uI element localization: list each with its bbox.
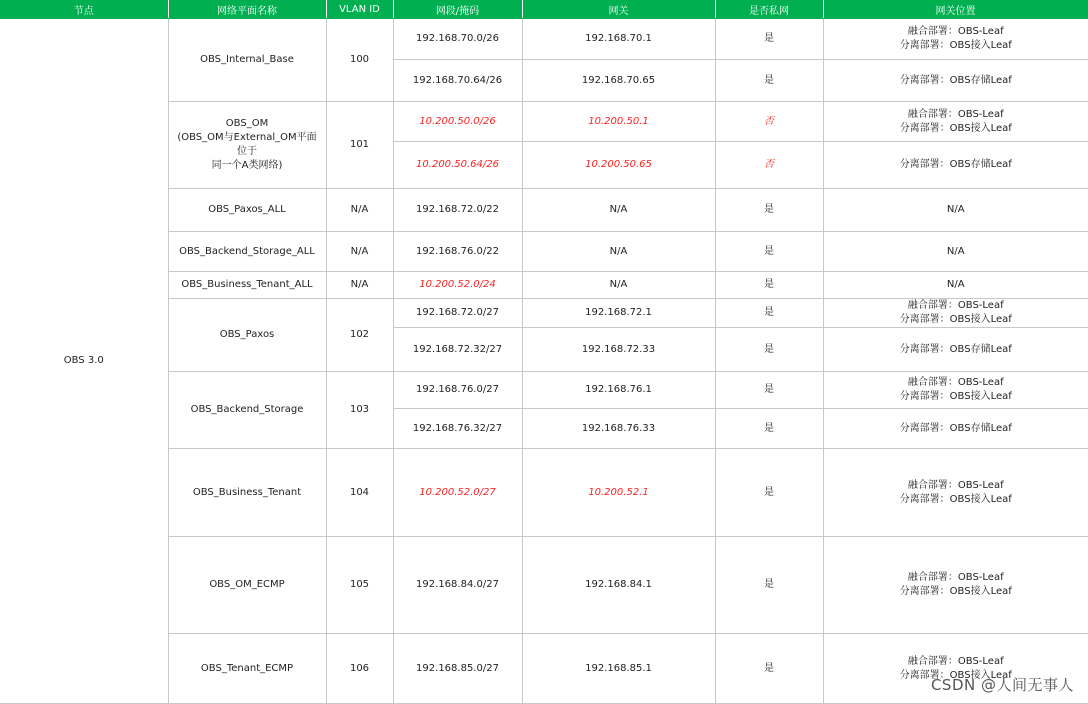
gateway-location-cell xyxy=(823,60,1088,102)
private-cell: 是 xyxy=(715,409,823,449)
plane-name-cell xyxy=(168,272,326,299)
gateway-cell: 192.168.72.1 xyxy=(522,299,715,328)
private-cell: 是 xyxy=(715,19,823,60)
header-node: 节点 xyxy=(0,0,168,19)
segment-cell: 192.168.70.0/26 xyxy=(393,19,522,60)
segment-cell: 192.168.76.0/22 xyxy=(393,232,522,272)
gateway-location-line: 融合部署：OBS-Leaf xyxy=(907,377,1004,388)
private-cell: 是 xyxy=(715,449,823,537)
gateway-location-cell xyxy=(823,142,1088,189)
vlan-cell: 106 xyxy=(326,634,393,704)
gateway-location-cell xyxy=(823,449,1088,537)
private-cell: 是 xyxy=(715,232,823,272)
gateway-cell: 192.168.76.33 xyxy=(522,409,715,449)
segment-cell: 192.168.76.32/27 xyxy=(393,409,522,449)
vlan-cell: N/A xyxy=(326,189,393,232)
gateway-location-line: 分离部署：OBS接入Leaf xyxy=(899,391,1012,402)
gateway-location-line: N/A xyxy=(946,245,965,257)
vlan-cell: 103 xyxy=(326,372,393,449)
gateway-location-line: 分离部署：OBS接入Leaf xyxy=(899,493,1012,505)
private-cell: 是 xyxy=(715,299,823,328)
segment-cell: 10.200.50.0/26 xyxy=(393,102,522,142)
gateway-cell: N/A xyxy=(522,189,715,232)
gateway-location-cell xyxy=(823,372,1088,409)
header-plane-name: 网络平面名称 xyxy=(168,0,326,19)
private-cell: 否 xyxy=(715,102,823,142)
vlan-cell: 104 xyxy=(326,449,393,537)
segment-cell: 192.168.85.0/27 xyxy=(393,634,522,704)
vlan-cell: N/A xyxy=(326,272,393,299)
segment-cell: 192.168.84.0/27 xyxy=(393,537,522,634)
gateway-location-line: 分离部署：OBS接入Leaf xyxy=(899,122,1012,134)
plane-name-line: OBS_Business_Tenant_ALL xyxy=(181,279,313,290)
private-cell: 是 xyxy=(715,537,823,634)
plane-name-cell xyxy=(168,102,326,189)
plane-name-line: 同一个A类网络) xyxy=(211,160,283,171)
gateway-location-cell xyxy=(823,409,1088,449)
gateway-cell: 192.168.70.1 xyxy=(522,19,715,60)
plane-name-cell xyxy=(168,299,326,372)
plane-name-cell xyxy=(168,634,326,704)
gateway-cell: 10.200.50.65 xyxy=(522,142,715,189)
segment-cell: 192.168.72.32/27 xyxy=(393,328,522,372)
gateway-location-line: 融合部署：OBS-Leaf xyxy=(907,655,1004,667)
plane-name-cell xyxy=(168,19,326,102)
gateway-location-line: 分离部署：OBS接入Leaf xyxy=(899,669,1012,681)
plane-name-cell xyxy=(168,232,326,272)
gateway-location-line: 分离部署：OBS存储Leaf xyxy=(899,74,1012,86)
plane-name-line: OBS_Paxos_ALL xyxy=(208,204,286,215)
header-gateway-location: 网关位置 xyxy=(823,0,1088,19)
gateway-location-line: 融合部署：OBS-Leaf xyxy=(907,26,1004,37)
plane-name-cell xyxy=(168,449,326,537)
plane-name-line: OBS_Business_Tenant xyxy=(192,486,302,498)
gateway-location-line: 分离部署：OBS接入Leaf xyxy=(899,40,1012,51)
vlan-cell: 101 xyxy=(326,102,393,189)
gateway-location-line: 分离部署：OBS接入Leaf xyxy=(899,586,1012,597)
gateway-location-line: 分离部署：OBS接入Leaf xyxy=(899,314,1012,325)
gateway-location-cell xyxy=(823,272,1088,299)
gateway-cell: 192.168.76.1 xyxy=(522,372,715,409)
vlan-cell: N/A xyxy=(326,232,393,272)
gateway-cell: 10.200.52.1 xyxy=(522,449,715,537)
gateway-location-cell xyxy=(823,299,1088,328)
segment-cell: 192.168.76.0/27 xyxy=(393,372,522,409)
gateway-location-line: 融合部署：OBS-Leaf xyxy=(907,479,1004,491)
gateway-cell: 10.200.50.1 xyxy=(522,102,715,142)
header-gateway: 网关 xyxy=(522,0,715,19)
gateway-location-cell xyxy=(823,537,1088,634)
header-private: 是否私网 xyxy=(715,0,823,19)
header-segment-mask: 网段/掩码 xyxy=(393,0,522,19)
plane-name-cell xyxy=(168,189,326,232)
gateway-location-cell xyxy=(823,19,1088,60)
private-cell: 是 xyxy=(715,372,823,409)
private-cell: 是 xyxy=(715,634,823,704)
gateway-cell: 192.168.70.65 xyxy=(522,60,715,102)
plane-name-line: OBS_Paxos xyxy=(219,329,275,340)
segment-cell: 10.200.52.0/27 xyxy=(393,449,522,537)
node-cell: OBS 3.0 xyxy=(0,19,168,704)
gateway-location-line: 融合部署：OBS-Leaf xyxy=(907,300,1004,311)
gateway-location-line: 分离部署：OBS存储Leaf xyxy=(899,159,1012,170)
plane-name-line: OBS_Backend_Storage xyxy=(190,404,304,415)
segment-cell: 10.200.52.0/24 xyxy=(393,272,522,299)
gateway-cell: N/A xyxy=(522,232,715,272)
header-vlan-id: VLAN ID xyxy=(326,0,393,19)
gateway-location-line: 融合部署：OBS-Leaf xyxy=(907,108,1004,120)
plane-name-line: OBS_Internal_Base xyxy=(200,54,294,65)
vlan-cell: 100 xyxy=(326,19,393,102)
gateway-location-line: N/A xyxy=(946,204,965,215)
gateway-location-cell xyxy=(823,102,1088,142)
segment-cell: 192.168.72.0/27 xyxy=(393,299,522,328)
plane-name-line: OBS_Tenant_ECMP xyxy=(200,662,294,674)
gateway-location-cell xyxy=(823,328,1088,372)
private-cell: 是 xyxy=(715,272,823,299)
gateway-location-line: 分离部署：OBS存储Leaf xyxy=(899,343,1012,355)
gateway-location-line: 融合部署：OBS-Leaf xyxy=(907,572,1004,583)
gateway-cell: N/A xyxy=(522,272,715,299)
private-cell: 否 xyxy=(715,142,823,189)
table-body xyxy=(0,19,1088,704)
private-cell: 是 xyxy=(715,189,823,232)
plane-name-cell xyxy=(168,537,326,634)
plane-name-cell xyxy=(168,372,326,449)
gateway-location-cell xyxy=(823,189,1088,232)
gateway-cell: 192.168.72.33 xyxy=(522,328,715,372)
segment-cell: 192.168.72.0/22 xyxy=(393,189,522,232)
vlan-cell: 102 xyxy=(326,299,393,372)
plane-name-line: OBS_OM xyxy=(225,118,269,129)
private-cell: 是 xyxy=(715,328,823,372)
gateway-cell: 192.168.84.1 xyxy=(522,537,715,634)
gateway-location-line: N/A xyxy=(946,279,965,290)
gateway-cell: 192.168.85.1 xyxy=(522,634,715,704)
gateway-location-cell xyxy=(823,232,1088,272)
private-cell: 是 xyxy=(715,60,823,102)
plane-name-line: (OBS_OM与External_OM平面位于 xyxy=(177,132,317,157)
gateway-location-line: 分离部署：OBS存储Leaf xyxy=(899,422,1012,434)
vlan-cell: 105 xyxy=(326,537,393,634)
table-row xyxy=(0,19,1088,60)
plane-name-line: OBS_OM_ECMP xyxy=(209,579,285,590)
watermark: CSDN @人间无事人 xyxy=(930,676,1074,694)
header-row xyxy=(0,0,1088,19)
plane-name-line: OBS_Backend_Storage_ALL xyxy=(179,245,315,257)
segment-cell: 10.200.50.64/26 xyxy=(393,142,522,189)
segment-cell: 192.168.70.64/26 xyxy=(393,60,522,102)
